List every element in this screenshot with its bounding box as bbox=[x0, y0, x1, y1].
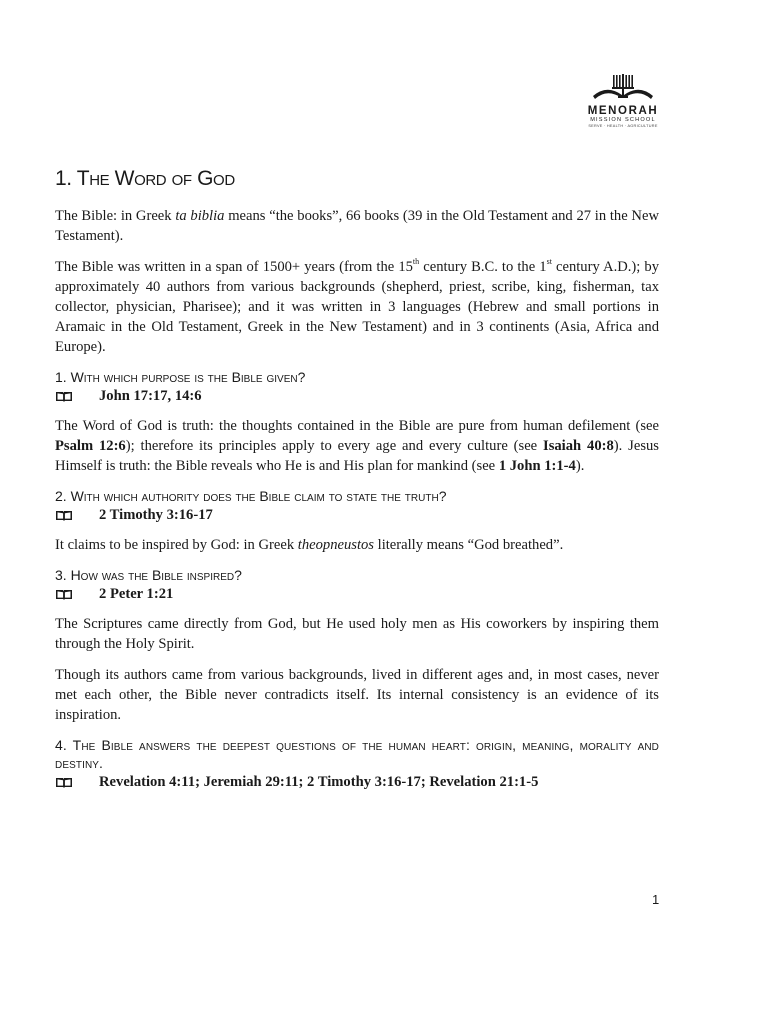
page-number: 1 bbox=[652, 892, 660, 907]
page-title: 1. The Word of God bbox=[55, 167, 235, 190]
open-book-icon bbox=[55, 588, 99, 601]
open-book-icon bbox=[55, 776, 99, 789]
question-2-reference bbox=[55, 505, 659, 525]
reference-text: 2 Timothy 3:16-17 bbox=[99, 507, 213, 523]
menorah-logo bbox=[583, 72, 663, 134]
reference-text: 2 Peter 1:21 bbox=[99, 586, 174, 602]
logo-subtitle: MISSION SCHOOL bbox=[590, 117, 656, 123]
question-3-paragraph-2: Though its authors came from various backgrounds, lived in different ages and, in most cases, never met each other, the Bible never contradicts itself. Its internal consistency is an evidence of its inspiration. bbox=[55, 667, 659, 723]
question-2-paragraph: It claims to be inspired by God: in Greek theopneustos literally means “God breathed”. bbox=[55, 537, 564, 553]
logo-name: MENORAH bbox=[587, 105, 659, 117]
logo-tagline: SERVE · HEALTH · AGRICULTURE bbox=[588, 124, 658, 128]
question-3-reference bbox=[55, 584, 659, 604]
document-body bbox=[55, 164, 659, 802]
reference-text: John 17:17, 14:6 bbox=[99, 388, 202, 404]
question-2-heading: 2. With which authority does the Bible claim to state the truth? bbox=[55, 488, 447, 504]
open-book-icon bbox=[55, 390, 99, 403]
open-book-icon bbox=[55, 509, 99, 522]
intro-paragraph-1: The Bible: in Greek ta biblia means “the books”, 66 books (39 in the Old Testament and 27 in the New Testament). bbox=[55, 208, 659, 244]
question-1-paragraph: The Word of God is truth: the thoughts contained in the Bible are pure from human defilement (see Psalm 12:6); therefore its principles apply to every age and every culture (see Isaiah 40:8). Jesus Himself is truth: the Bible reveals who He is and His plan for mankind (see 1 John 1:1-4). bbox=[55, 418, 659, 474]
question-3-heading: 3. How was the Bible inspired? bbox=[55, 567, 242, 583]
intro-paragraph-2: The Bible was written in a span of 1500+ years (from the 15th century B.C. to the 1st century A.D.); by approximately 40 authors from various backgrounds (shepherd, priest, scribe, king, fisherman, tax collector, physician, Pharisee); and it was written in 3 languages (Hebrew and small portions in Aramaic in the Old Testament, Greek in the New Testament) and in 3 continents (Asia, Africa and Europe). bbox=[55, 257, 660, 355]
reference-text: Revelation 4:11; Jeremiah 29:11; 2 Timothy 3:16-17; Revelation 21:1-5 bbox=[99, 774, 539, 790]
menorah-icon bbox=[591, 72, 655, 104]
question-1-reference bbox=[55, 386, 659, 406]
question-4-reference bbox=[55, 772, 659, 792]
question-3-paragraph-1: The Scriptures came directly from God, but He used holy men as His coworkers by inspiring them through the Holy Spirit. bbox=[55, 616, 659, 652]
question-1-heading: 1. With which purpose is the Bible given? bbox=[55, 369, 306, 385]
question-4-heading: 4. The Bible answers the deepest questions of the human heart: origin, meaning, morality and destiny. bbox=[55, 737, 659, 771]
